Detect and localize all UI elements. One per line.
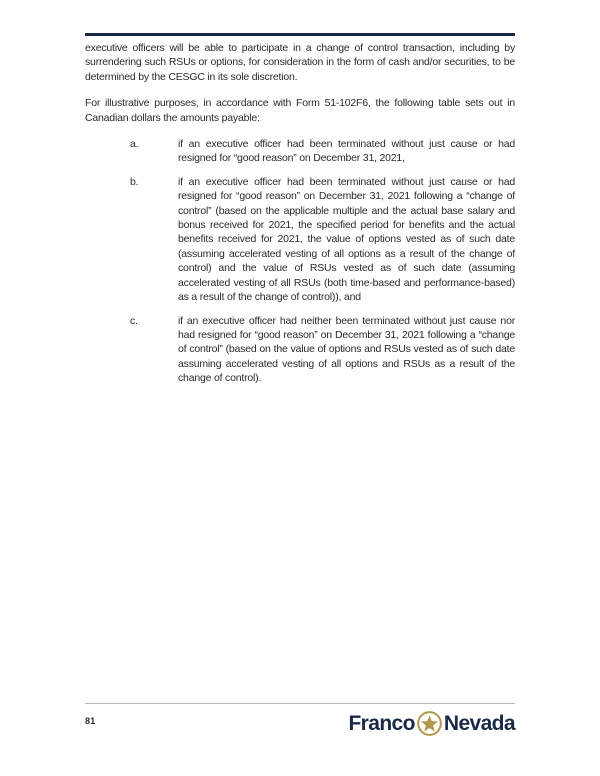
list-item-a-text: if an executive officer had been terminated without just cause or had resigned for “good reason” on December 31, 2021, (178, 138, 515, 165)
logo-word-franco: Franco (348, 711, 415, 735)
list-item-b-text: if an executive officer had been terminated without just cause or had resigned for “good reason” on December 31, 2021 following a “change of control” (based on the applicable multiple and the actual base salary and bonus received for 2021, the specified period for benefits and the actual benefits received for 2021, the value of options vested as of such date (assuming accelerated vesting of all options as a result of the change of control) and the value of RSUs vested as of such date (assuming accelerated vesting of all RSUs (both time-based and performance-based) as a result of the change of control)), and (178, 175, 515, 304)
logo-word-nevada: Nevada (443, 711, 515, 735)
list-item-c-label: c. (130, 314, 138, 327)
page-body (85, 41, 515, 395)
illustrative-paragraph: For illustrative purposes, in accordance with Form 51-102F6, the following table sets out in Canadian dollars the amounts payable: (85, 97, 515, 124)
list-item-a (85, 137, 515, 166)
list-item-b-label: b. (130, 175, 139, 188)
franco-nevada-logo (348, 710, 515, 737)
intro-paragraph: executive officers will be able to participate in a change of control transaction, including by surrendering such RSUs or options, for consideration in the form of cash and/or securities, to be determined by the CESGC in its sole discretion. (85, 42, 515, 83)
list-item-c-text: if an executive officer had neither been terminated without just cause nor had resigned for “good reason” on December 31, 2021 following a “change of control” (based on the value of options and RSUs vested as of such date assuming accelerated vesting of all options and RSUs as a result of the change of control). (178, 314, 515, 385)
header-rule (85, 33, 515, 36)
footer-rule (85, 703, 515, 704)
list-item-c (85, 314, 515, 386)
page-number: 81 (85, 716, 96, 726)
list-item-a-label: a. (130, 138, 139, 151)
star-icon (416, 710, 443, 737)
list-item-b (85, 175, 515, 305)
lettered-list (85, 137, 515, 386)
